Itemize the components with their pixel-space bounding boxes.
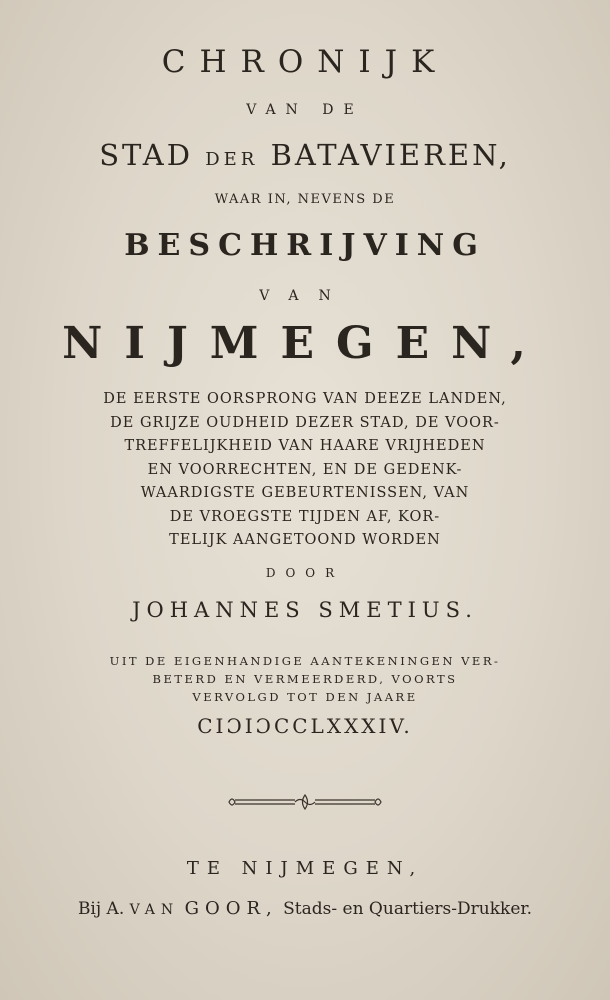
description-line: TREFFELIJKHEID VAN HAARE VRIJHEDEN: [124, 438, 486, 454]
printer-name: GOOR,: [184, 898, 278, 919]
imprint-printer: [0, 898, 610, 919]
printer-role: Stads- en Quartiers-Drukker.: [283, 899, 533, 919]
ornament-rule-icon: [225, 793, 385, 811]
word-der: DER: [205, 149, 259, 170]
printer-van: VAN: [129, 902, 180, 918]
printer-initial: A.: [106, 899, 125, 919]
title-beschrijving: BESCHRIJVING: [124, 228, 486, 263]
title-van: VAN: [259, 288, 351, 304]
subtitle-block: [0, 652, 610, 706]
title-van-de: VAN DE: [246, 102, 364, 118]
word-stad: STAD: [99, 138, 194, 172]
title-stad-der-batavieren: [0, 138, 610, 172]
description-line: WAARDIGSTE GEBEURTENISSEN, VAN: [140, 485, 470, 501]
description-block: [0, 388, 610, 553]
description-line: DE VROEGSTE TIJDEN AF, KOR-: [169, 508, 441, 525]
author-name: JOHANNES SMETIUS.: [132, 598, 478, 622]
imprint-place: TE NIJMEGEN,: [186, 858, 424, 879]
title-waar-in: WAAR IN, NEVENS DE: [214, 192, 396, 207]
description-line: DE GRIJZE OUDHEID DEZER STAD, DE VOOR-: [110, 414, 500, 431]
title-chronijk: CHRONIJK: [161, 44, 449, 80]
subtitle-line: VERVOLGD TOT DEN JAARE: [192, 690, 418, 704]
description-line: DE EERSTE OORSPRONG VAN DEEZE LANDEN,: [103, 391, 507, 407]
word-door: DOOR: [265, 566, 345, 580]
word-batavieren: BATAVIEREN,: [270, 138, 511, 172]
subtitle-line: BETERD EN VERMEERDERD, VOORTS: [152, 672, 458, 686]
description-line: TELIJK AANGETOOND WORDEN: [169, 532, 441, 548]
subtitle-line: UIT DE EIGENHANDIGE AANTEKENINGEN VER-: [109, 654, 501, 668]
description-line: EN VOORRECHTEN, EN DE GEDENK-: [147, 461, 463, 478]
year-roman: CIƆIƆCCLXXXIV.: [197, 714, 413, 738]
title-nijmegen: NIJMEGEN,: [62, 318, 548, 369]
word-bij: Bij: [77, 899, 102, 919]
